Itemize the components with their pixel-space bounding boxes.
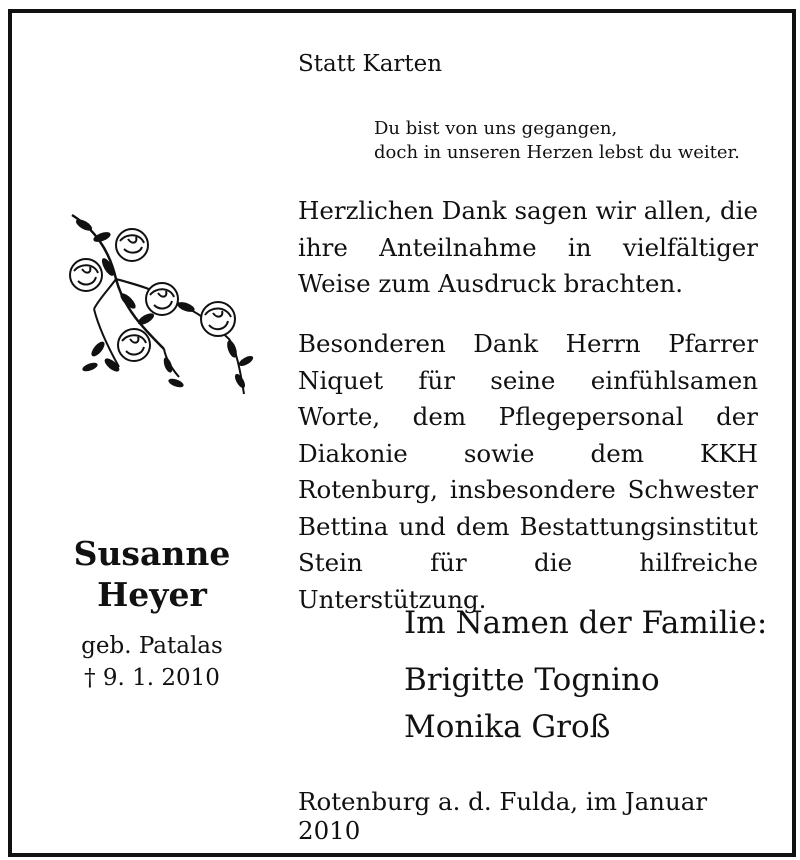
thanks-paragraph: Herzlichen Dank sagen wir allen, die ihre Anteilnahme in vielfältiger Weise zum Ausdruck brachten. — [298, 196, 758, 298]
quote-line: Du bist von uns gegangen, — [374, 118, 618, 139]
signature-name: Brigitte Tognino — [404, 662, 660, 698]
memorial-quote — [374, 117, 740, 165]
quote-line: doch in unseren Herzen lebst du weiter. — [374, 142, 740, 163]
signature-intro: Im Namen der Familie: — [404, 605, 768, 641]
signature-name: Monika Groß — [404, 709, 611, 745]
left-column — [12, 13, 292, 853]
special-thanks-paragraph: Besonderen Dank Herrn Pfarrer Niquet für seine einfühlsamen Worte, dem Pflegepersonal der Diakonie sowie dem KKH Rotenburg, insbesondere Schwester Bettina und dem Bestattungsinstitut Stein für die hilfreiche Unterstützung. — [298, 329, 758, 614]
place-date: Rotenburg a. d. Fulda, im Januar 2010 — [298, 787, 708, 845]
deceased-maiden-name: geb. Patalas — [81, 633, 223, 659]
right-column — [292, 13, 772, 853]
deceased-death-date: † 9. 1. 2010 — [84, 665, 220, 691]
notice-heading: Statt Karten — [298, 51, 443, 77]
deceased-first-name: Susanne — [73, 534, 231, 573]
deceased-last-name: Heyer — [97, 575, 207, 614]
rose-branch-icon — [54, 189, 254, 399]
notice-frame — [8, 9, 796, 857]
